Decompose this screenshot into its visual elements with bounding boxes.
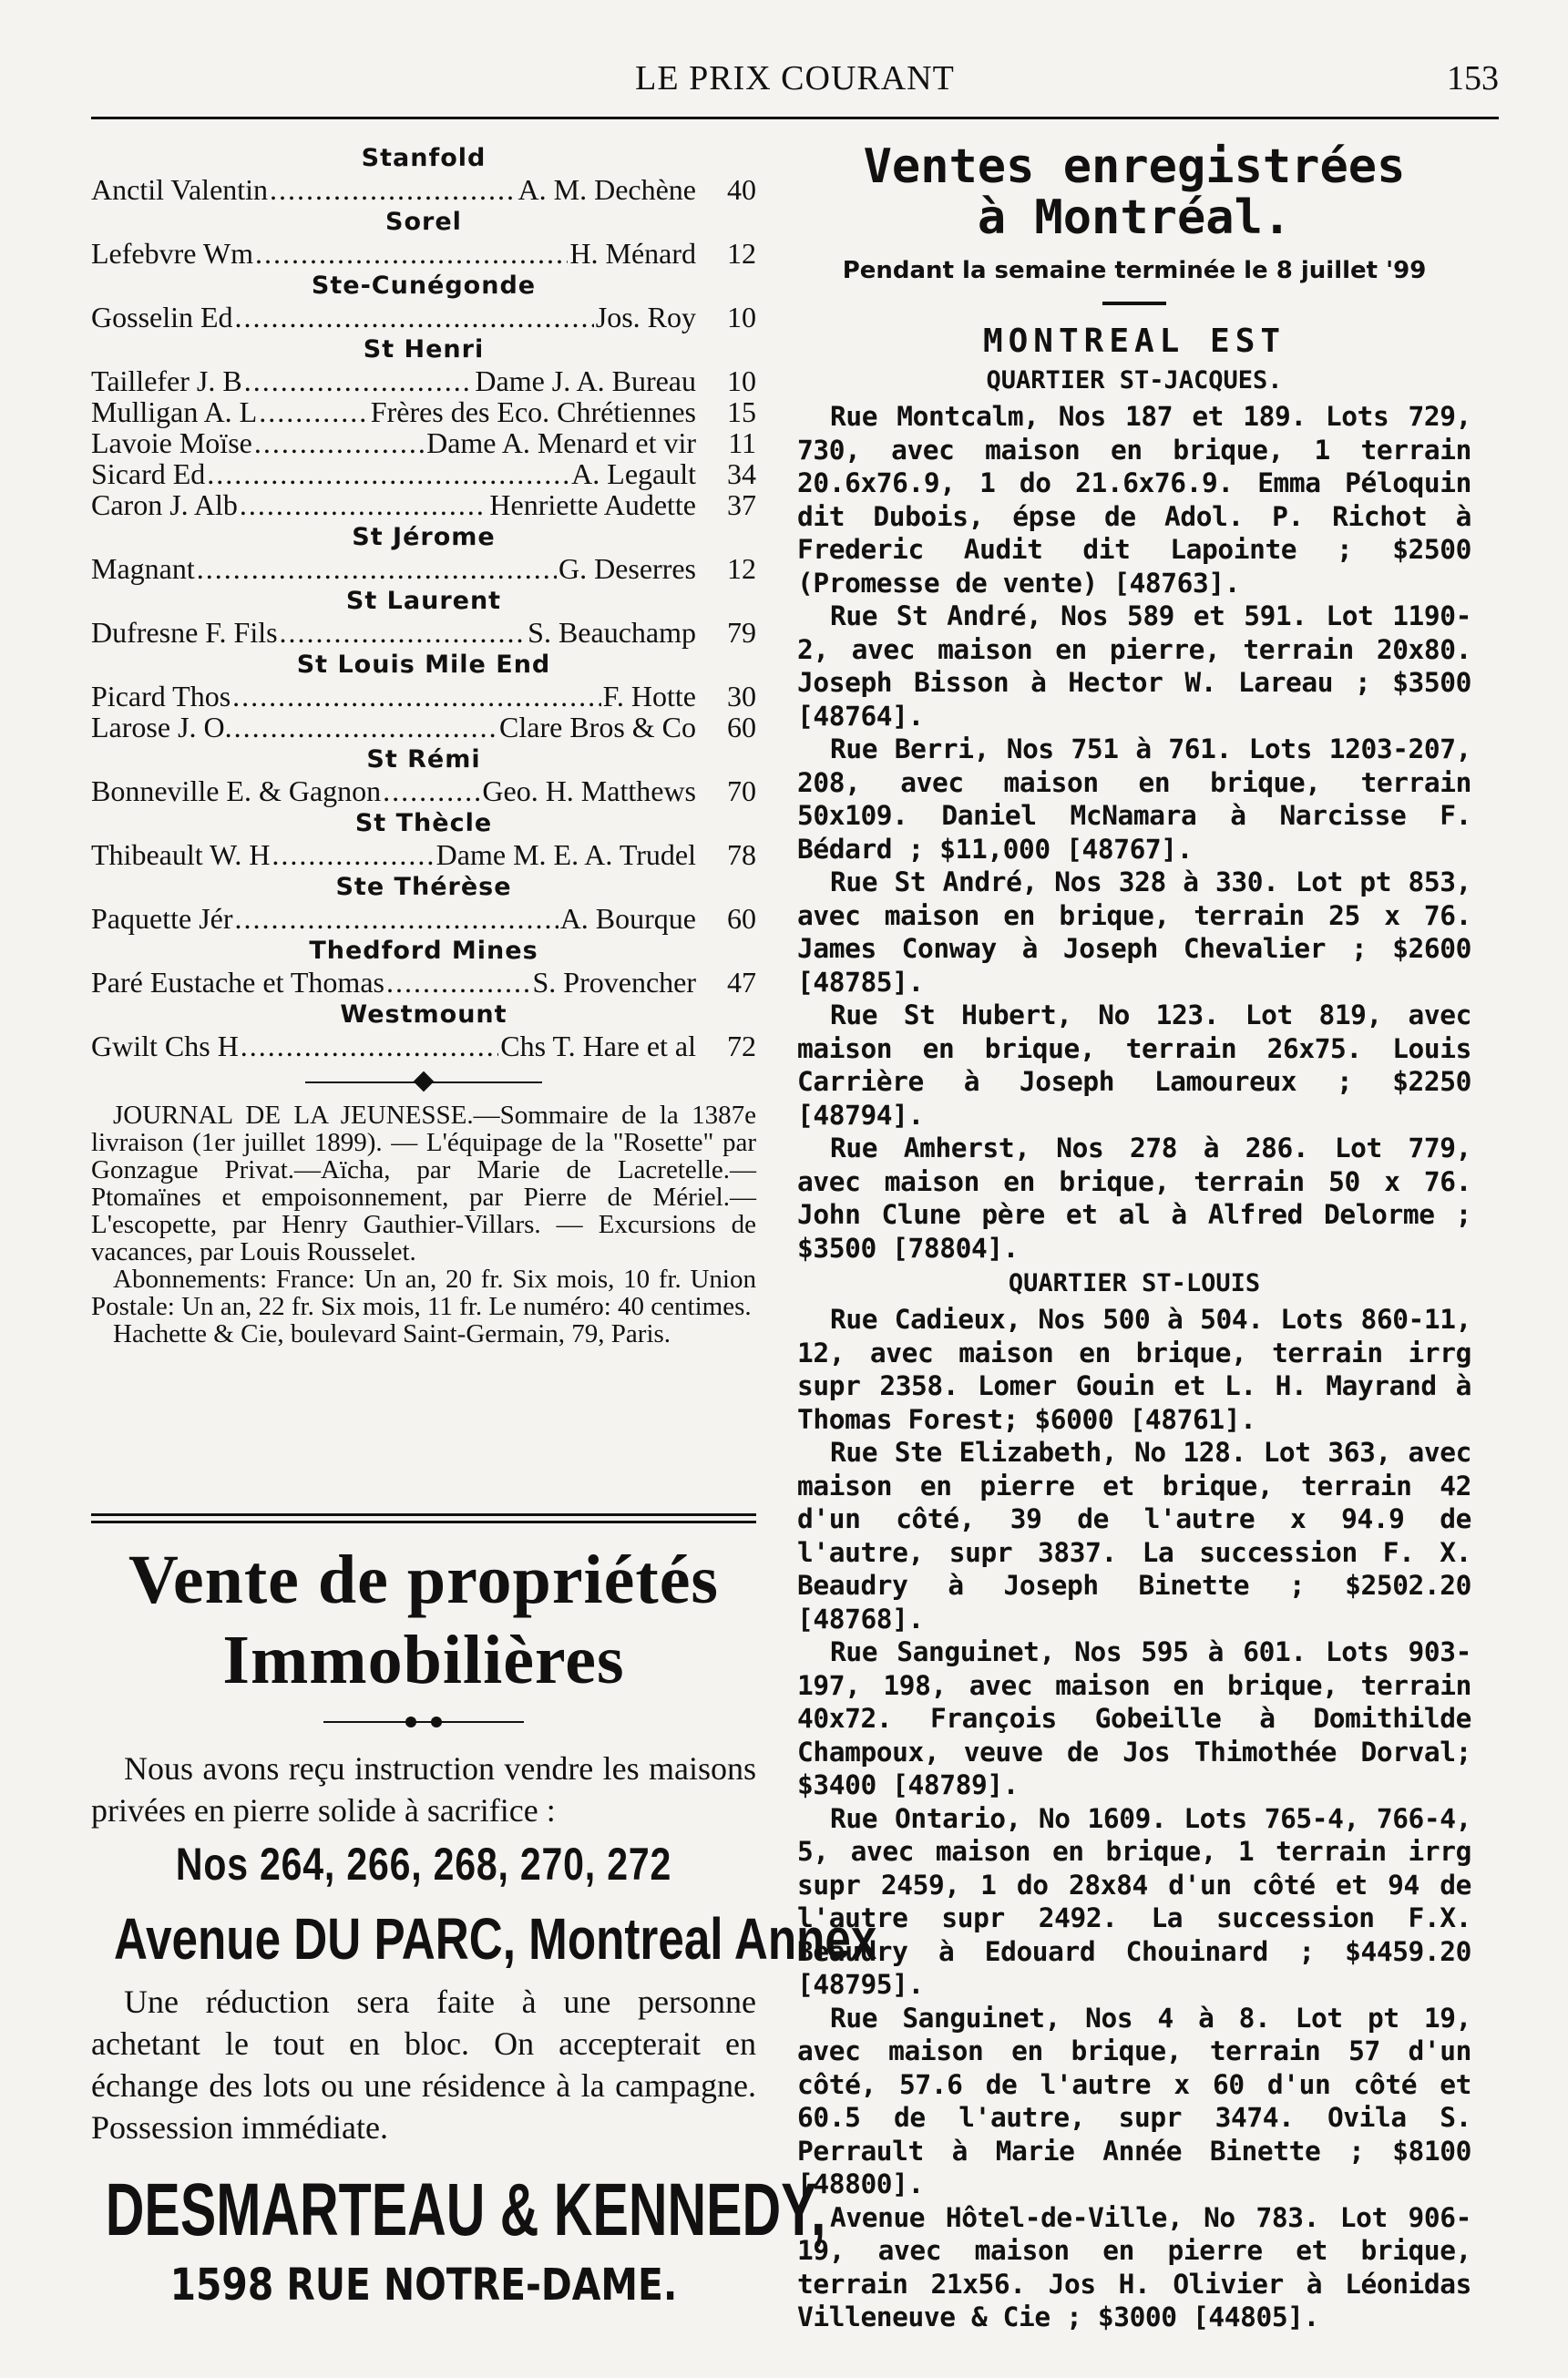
page-number: 153: [1447, 59, 1499, 97]
leader-dots: [383, 775, 480, 806]
leader-dots: [259, 396, 369, 427]
sale-entry: [91, 775, 756, 806]
left-column: [91, 141, 756, 1348]
ad-avenue: Avenue DU PARC, Montreal Annex: [114, 1906, 877, 1972]
registered-sale: Rue Berri, Nos 751 à 761. Lots 1203-207, 208, avec maison en brique, terrain 50x109. Daniel McNamara à Narcisse F. Bédard ; $11,000 [48767].: [797, 733, 1471, 865]
registered-sale: Rue Ontario, No 1609. Lots 765-4, 766-4, 5, avec maison en brique, 1 terrain irrg supr 2459, 1 do 28x84 d'un côté et 94 de l'autre supr 2492. La succession F.X. Beaudry à Edouard Chouinard ; $4459.20 [48795].: [797, 1802, 1471, 2000]
section-title-line2: à Montréal.: [977, 190, 1292, 245]
leader-dots: [386, 967, 531, 998]
ad-ornament-line: [323, 1721, 524, 1723]
ad-house-numbers: Nos 264, 266, 268, 270, 272: [175, 1839, 672, 1890]
town-heading: Sorel: [385, 208, 462, 236]
grantee-name: Henriette Audette: [489, 488, 696, 521]
grantee-name: S. Beauchamp: [528, 616, 696, 649]
leader-dots: [197, 553, 557, 584]
sale-entry: [91, 458, 756, 489]
sale-amount: 72: [727, 1030, 756, 1062]
grantor-name: Thibeault W. H: [91, 838, 271, 871]
town-heading: Thedford Mines: [309, 937, 538, 965]
sale-amount: 30: [727, 680, 756, 712]
leader-dots: [241, 1030, 498, 1061]
quartier-list: [797, 364, 1471, 2334]
grantor-name: Bonneville E. & Gagnon: [91, 774, 382, 807]
town-heading: Ste Thérèse: [335, 873, 512, 901]
leader-dots: [232, 681, 601, 712]
sale-entry: [91, 967, 756, 998]
registered-sale: Rue St André, Nos 589 et 591. Lot 1190-2, avec maison en pierre, terrain 20x80. Joseph Bisson à Hector W. Lareau ; $3500 [48764].: [797, 600, 1471, 732]
grantee-name: Jos. Roy: [595, 301, 696, 333]
town-heading: Westmount: [340, 1000, 507, 1029]
ad-intro-text: Nous avons reçu instruction vendre les maisons privées en pierre solide à sacrifice :: [91, 1750, 756, 1829]
sale-entry: [91, 1030, 756, 1061]
grantee-name: Clare Bros & Co: [499, 711, 696, 743]
grantee-name: Dame J. A. Bureau: [475, 364, 696, 397]
journal-publisher: Hachette & Cie, boulevard Saint-Germain, 79, Paris.: [113, 1319, 671, 1348]
town-heading: St Thècle: [354, 809, 493, 837]
grantee-name: Geo. H. Matthews: [482, 774, 696, 807]
registered-sale: Avenue Hôtel-de-Ville, No 783. Lot 906-19, avec maison en pierre et brique, terrain 21x56. Jos H. Olivier à Léonidas Villeneuve & Cie ; $3000 [44805].: [797, 2201, 1471, 2332]
sale-amount: 60: [727, 902, 756, 935]
sale-entry: [91, 396, 756, 427]
leader-dots: [244, 365, 474, 396]
journal-subscriptions: Abonnements: France: Un an, 20 fr. Six mois, 10 fr. Union Postale: Un an, 22 fr. Six mois, 11 fr. Le numéro: 40 centimes.: [91, 1265, 756, 1321]
journal-notice: [91, 1102, 756, 1348]
grantor-name: Sicard Ed: [91, 457, 206, 490]
sale-entry: [91, 427, 756, 458]
town-heading: St Laurent: [345, 587, 502, 615]
registered-sale: Rue St André, Nos 328 à 330. Lot pt 853, avec maison en brique, terrain 25 x 76. James Conway à Joseph Chevalier ; $2600 [48785].: [797, 866, 1471, 998]
town-heading: St Louis Mile End: [296, 651, 551, 679]
town-heading: St Jérome: [352, 523, 496, 551]
ad-body: [91, 1981, 756, 2148]
grantee-name: Dame A. Menard et vir: [426, 426, 696, 459]
sale-entry: [91, 839, 756, 870]
ad-company-address: 1598 RUE NOTRE-DAME.: [169, 2260, 678, 2311]
sale-entry: [91, 238, 756, 269]
sale-entry: [91, 617, 756, 648]
grantor-name: Gosselin Ed: [91, 301, 233, 333]
sale-amount: 78: [727, 838, 756, 871]
grantor-name: Gwilt Chs H: [91, 1030, 239, 1062]
leader-dots: [270, 174, 516, 205]
ad-ornament-divider: [323, 1709, 524, 1735]
registered-sale: Rue Ste Elizabeth, No 128. Lot 363, avec maison en pierre et brique, terrain 42 d'un côté, 39 de l'autre x 94.9 de l'autre, supr 3837. La succession F. X. Beaudry à Joseph Binette ; $2502.20 [48768].: [797, 1437, 1471, 1635]
grantor-name: Paquette Jér: [91, 902, 233, 935]
ad-title-line1: Vente de propriétés: [128, 1542, 720, 1618]
regional-sales-list: [91, 143, 756, 1061]
registered-sale: Rue Sanguinet, Nos 595 à 601. Lots 903-197, 198, avec maison en brique, terrain 40x72. François Gobeille à Domithilde Champoux, veuve de Jos Thimothée Dorval; $3400 [48789].: [797, 1636, 1471, 1800]
dot-ornament-icon: [405, 1717, 416, 1727]
town-heading: St Rémi: [366, 745, 481, 774]
leader-dots: [280, 617, 527, 648]
section-title-line1: Ventes enregistrées: [863, 139, 1406, 194]
grantee-name: F. Hotte: [602, 680, 696, 712]
sale-amount: 47: [727, 966, 756, 999]
grantee-name: Frères des Eco. Chrétiennes: [370, 395, 696, 428]
ad-top-rule: [91, 1513, 756, 1523]
sale-amount: 12: [727, 552, 756, 585]
sale-entry: [91, 489, 756, 520]
grantor-name: Paré Eustache et Thomas: [91, 966, 384, 999]
registered-sale: Rue Amherst, Nos 278 à 286. Lot 779, avec maison en brique, terrain 50 x 76. John Clune père et al à Alfred Delorme ; $3500 [78804].: [797, 1133, 1471, 1264]
registered-sale: Rue Cadieux, Nos 500 à 504. Lots 860-11, 12, avec maison en brique, terrain irrg supr 2358. Lomer Gouin et L. H. Mayrand à Thomas Forest; $6000 [48761].: [797, 1304, 1471, 1435]
sale-entry: [91, 712, 756, 743]
journal-summary: JOURNAL DE LA JEUNESSE.—Sommaire de la 1387e livraison (1er juillet 1899). — L'équipage de la "Rosette" par Gonzague Privat.—Aïcha, par Marie de Lacretelle.—Ptomaïnes et empoisonnement, par Pierre de Mériel.—L'escopette, par Henry Gauthier-Villars. — Excursions de vacances, par Louis Rousselet.: [91, 1101, 756, 1266]
ad-company-name: DESMARTEAU & KENNEDY,: [105, 2168, 826, 2251]
short-rule: [1102, 302, 1166, 305]
leader-dots: [240, 489, 488, 520]
sale-amount: 60: [727, 711, 756, 743]
grantor-name: Taillefer J. B: [91, 364, 242, 397]
quartier-heading: QUARTIER ST-JACQUES.: [986, 366, 1283, 395]
dot-ornament-icon: [431, 1717, 442, 1727]
sale-amount: 10: [727, 301, 756, 333]
quartier-heading: QUARTIER ST-LOUIS: [1008, 1269, 1261, 1297]
grantor-name: Picard Thos: [91, 680, 231, 712]
sale-amount: 34: [727, 457, 756, 490]
leader-dots: [235, 903, 559, 934]
grantor-name: Anctil Valentin: [91, 173, 269, 206]
sale-entry: [91, 302, 756, 333]
town-heading: St Henri: [363, 335, 485, 364]
leader-dots: [235, 302, 594, 333]
sale-amount: 37: [727, 488, 756, 521]
sale-entry: [91, 903, 756, 934]
grantee-name: G. Deserres: [558, 552, 696, 585]
leader-dots: [254, 427, 425, 458]
grantee-name: Chs T. Hare et al: [500, 1030, 696, 1062]
ornament-divider: [305, 1069, 542, 1096]
sale-amount: 70: [727, 774, 756, 807]
grantor-name: Lefebvre Wm: [91, 237, 253, 270]
ad-title-line2: Immobilières: [222, 1622, 625, 1698]
sale-amount: 12: [727, 237, 756, 270]
header-rule: [91, 117, 1499, 119]
sale-amount: 10: [727, 364, 756, 397]
grantor-name: Dufresne F. Fils: [91, 616, 278, 649]
district-heading: MONTREAL EST: [982, 323, 1286, 360]
ad-intro: [91, 1748, 756, 1831]
sale-amount: 79: [727, 616, 756, 649]
grantee-name: A. Bourque: [559, 902, 696, 935]
grantee-name: H. Ménard: [569, 237, 696, 270]
sale-entry: [91, 174, 756, 205]
grantee-name: Dame M. E. A. Trudel: [436, 838, 696, 871]
grantee-name: A. M. Dechène: [518, 173, 696, 206]
town-heading: Ste-Cunégonde: [311, 272, 537, 300]
registered-sale: Rue Sanguinet, Nos 4 à 8. Lot pt 19, avec maison en brique, terrain 57 d'un côté, 57.6 de l'autre x 60 d'un côté et 60.5 de l'autre, supr 3474. Ovila S. Perrault à Marie Année Binette ; $8100 [48800].: [797, 2002, 1471, 2199]
grantee-name: S. Provencher: [532, 966, 696, 999]
grantor-name: Lavoie Moïse: [91, 426, 252, 459]
running-title: LE PRIX COURANT: [635, 59, 955, 97]
ad-body-text: Une réduction sera faite à une personne achetant le tout en bloc. On accepterait en échange des lots ou une résidence à la campagne. Possession immédiate.: [91, 1983, 756, 2146]
sale-amount: 40: [727, 173, 756, 206]
town-heading: Stanfold: [361, 144, 487, 172]
grantor-name: Larose J. O.: [91, 711, 232, 743]
grantee-name: A. Legault: [571, 457, 696, 490]
leader-dots: [207, 458, 569, 489]
ad-title: [91, 1540, 756, 1700]
leader-dots: [255, 238, 568, 269]
sale-amount: 11: [728, 426, 756, 459]
right-column: [797, 141, 1471, 2334]
property-sale-advertisement: [91, 1490, 877, 2314]
sale-amount: 15: [727, 395, 756, 428]
section-subtitle: Pendant la semaine terminée le 8 juillet '99: [842, 257, 1427, 284]
grantor-name: Caron J. Alb: [91, 488, 238, 521]
grantor-name: Mulligan A. L: [91, 395, 258, 428]
registered-sale: Rue St Hubert, No 123. Lot 819, avec maison en brique, terrain 26x75. Louis Carrière à Joseph Lamoureux ; $2250 [48794].: [797, 999, 1471, 1131]
registered-sale: Rue Montcalm, Nos 187 et 189. Lots 729, 730, avec maison en brique, 1 terrain 20.6x76.9, 1 do 21.6x76.9. Emma Péloquin dit Dubois, épse de Adol. P. Richot à Frederic Audit dit Lapointe ; $2500 (Promesse de vente) [48763].: [797, 401, 1471, 599]
grantor-name: Magnant: [91, 552, 195, 585]
leader-dots: [234, 712, 497, 743]
sale-entry: [91, 553, 756, 584]
sale-entry: [91, 681, 756, 712]
running-head: [91, 55, 1499, 109]
leader-dots: [272, 839, 434, 870]
sale-entry: [91, 365, 756, 396]
diamond-ornament-icon: [414, 1071, 435, 1092]
